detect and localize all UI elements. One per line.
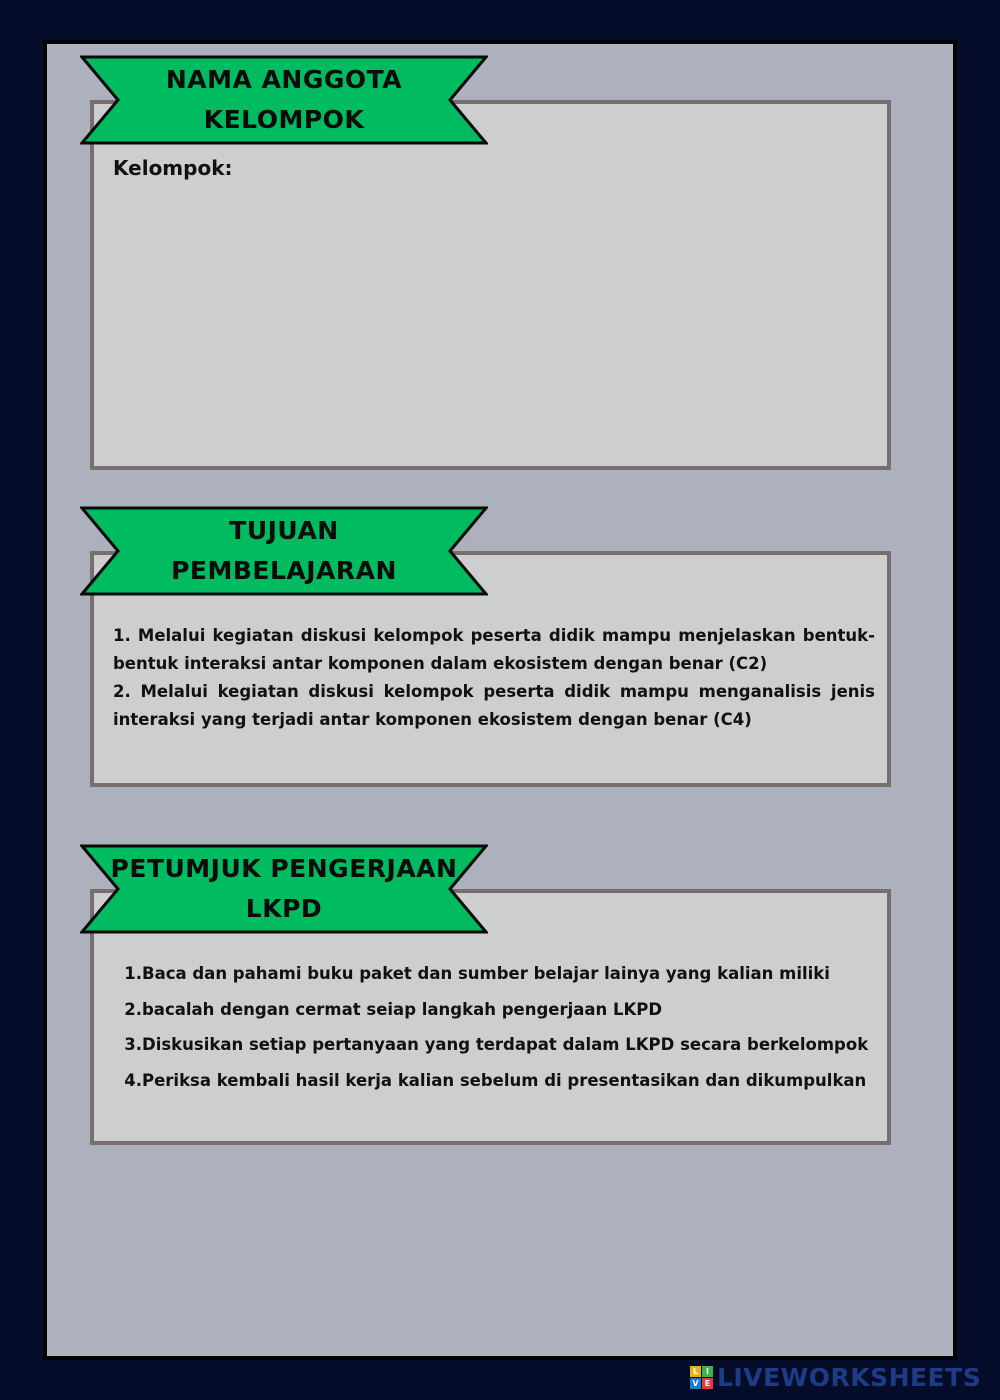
logo-letter: I (702, 1366, 713, 1377)
logo-letter: V (690, 1378, 701, 1389)
logo-letter: L (690, 1366, 701, 1377)
objective-item: 1. Melalui kegiatan diskusi kelompok peserta didik mampu menjelaskan bentuk-bentuk interaksi antar komponen dalam ekosistem dengan benar (C2) (113, 626, 875, 673)
logo-icon (690, 1366, 713, 1389)
ribbon-title-line2: KELOMPOK (203, 105, 365, 134)
ribbon-title-line1: TUJUAN (229, 516, 339, 545)
instruction-item (120, 1067, 867, 1103)
instruction-text: bacalah dengan cermat seiap langkah pengerjaan LKPD (142, 999, 663, 1019)
instruction-text: Diskusikan setiap pertanyaan yang terdapat dalam LKPD secara berkelompok (142, 1035, 869, 1054)
instruction-text: Baca dan pahami buku paket dan sumber belajar lainya yang kalian miliki (142, 964, 830, 983)
instruction-number: 3. (124, 1035, 142, 1054)
instruction-item (120, 1031, 869, 1067)
instruction-number: 2. (124, 999, 142, 1019)
group-members-ribbon (80, 55, 488, 145)
instruction-item (120, 960, 860, 996)
ribbon-title-line2: LKPD (245, 894, 323, 923)
liveworksheets-logo[interactable] (690, 1362, 981, 1392)
instruction-list (120, 960, 869, 1102)
ribbon-title-line2: PEMBELAJARAN (171, 556, 397, 585)
learning-objectives-ribbon (80, 506, 488, 596)
group-label: Kelompok: (113, 156, 233, 180)
ribbon-title-line1: PETUMJUK PENGERJAAN (110, 854, 458, 883)
logo-letter: E (702, 1378, 713, 1389)
instructions-ribbon (80, 844, 488, 934)
objective-item: 2. Melalui kegiatan diskusi kelompok peserta didik mampu menganalisis jenis interaksi yang terjadi antar komponen ekosistem dengan benar (C4) (113, 682, 875, 729)
objectives-text (113, 622, 875, 734)
logo-text: LIVEWORKSHEETS (717, 1362, 982, 1392)
instruction-number: 4. (124, 1070, 142, 1090)
instruction-item (120, 996, 860, 1032)
instruction-number: 1. (124, 964, 142, 983)
instruction-text: Periksa kembali hasil kerja kalian sebelum di presentasikan dan dikumpulkan (142, 1070, 867, 1090)
ribbon-title-line1: NAMA ANGGOTA (165, 65, 403, 94)
